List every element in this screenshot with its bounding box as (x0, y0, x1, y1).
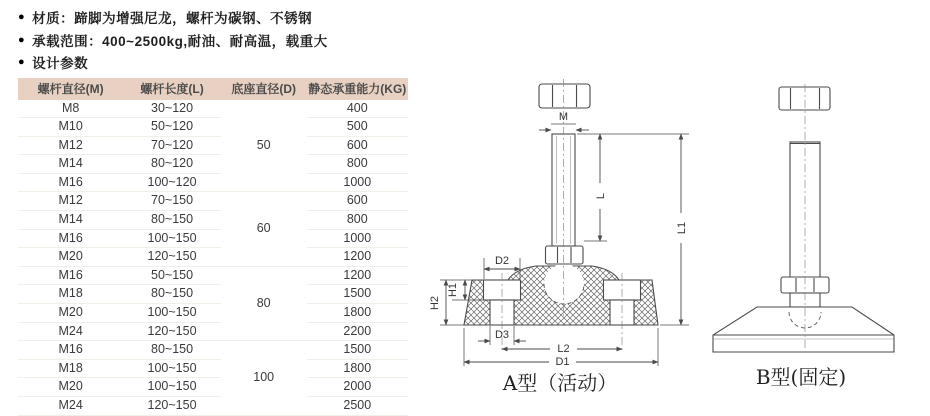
table-row (18, 155, 408, 174)
table-row (18, 322, 408, 341)
cell-screw-length: 100~150 (123, 359, 221, 378)
cell-screw-length: 50~120 (123, 118, 221, 137)
table-header-row (18, 78, 408, 100)
design-parameters-table (18, 78, 408, 416)
cell-screw-diameter: M10 (18, 118, 123, 137)
cell-screw-length: 80~150 (123, 341, 221, 360)
cell-screw-length: 80~150 (123, 285, 221, 304)
cell-screw-length: 80~150 (123, 211, 221, 230)
dim-m (539, 111, 589, 130)
spec-panel (18, 6, 410, 416)
screw-rod (790, 142, 820, 278)
table-row (18, 248, 408, 267)
hex-head (779, 87, 830, 110)
type-b-caption: B型(固定) (755, 365, 847, 389)
bullet-icon: ● (18, 11, 26, 24)
cell-screw-diameter: M12 (18, 136, 123, 155)
cell-screw-diameter: M14 (18, 211, 123, 230)
header-base-diameter: 底座直径(D) (221, 78, 307, 100)
cell-screw-length: 100~150 (123, 378, 221, 397)
cell-capacity: 1000 (307, 229, 408, 248)
cell-screw-diameter: M24 (18, 322, 123, 341)
material-text: 材质：蹄脚为增强尼龙，螺杆为碳钢、不锈钢 (32, 11, 313, 27)
cell-capacity: 600 (307, 192, 408, 211)
cell-screw-length: 50~150 (123, 266, 221, 285)
cell-screw-diameter: M12 (18, 192, 123, 211)
cell-capacity: 2500 (307, 397, 408, 416)
dim-l (577, 134, 689, 241)
hex-nut (546, 246, 584, 264)
cell-screw-diameter: M16 (18, 229, 123, 248)
cell-screw-length: 100~120 (123, 173, 221, 192)
type-a-caption: A型（活动） (502, 371, 618, 395)
bullet-icon: ● (18, 56, 26, 69)
cell-capacity: 1800 (307, 359, 408, 378)
table-row (18, 304, 408, 323)
dim-l1 (660, 134, 689, 325)
cell-capacity: 1200 (307, 266, 408, 285)
bullet-icon: ● (18, 33, 26, 46)
table-row (18, 100, 408, 118)
table-row (18, 359, 408, 378)
table-row (18, 266, 408, 285)
cell-screw-length: 70~120 (123, 136, 221, 155)
cell-screw-diameter: M16 (18, 341, 123, 360)
table-row (18, 378, 408, 397)
design-params-title: 设计参数 (32, 56, 89, 72)
table-row (18, 192, 408, 211)
svg-text:D3: D3 (494, 329, 510, 341)
cell-capacity: 1500 (307, 285, 408, 304)
cell-capacity: 1000 (307, 173, 408, 192)
header-screw-diameter: 螺杆直径(M) (18, 78, 123, 100)
svg-text:M: M (558, 111, 569, 123)
cell-screw-length: 30~120 (123, 100, 221, 118)
cell-screw-length: 100~150 (123, 229, 221, 248)
cell-screw-diameter: M8 (18, 100, 123, 118)
cell-base-diameter: 80 (221, 266, 307, 340)
cell-capacity: 1200 (307, 248, 408, 267)
bullet-design-params (18, 51, 410, 74)
cell-screw-diameter: M24 (18, 397, 123, 416)
type-b-diagram (700, 80, 912, 392)
svg-text:D1: D1 (555, 356, 570, 368)
cell-screw-diameter: M20 (18, 304, 123, 323)
cell-capacity: 500 (307, 118, 408, 137)
hex-head (539, 84, 590, 108)
svg-text:H1: H1 (447, 282, 459, 298)
table-row (18, 173, 408, 192)
type-a-diagram (428, 74, 696, 396)
design-table-body (18, 100, 408, 416)
cell-capacity: 2200 (307, 322, 408, 341)
cell-capacity: 1800 (307, 304, 408, 323)
cell-screw-diameter: M20 (18, 378, 123, 397)
cell-screw-diameter: M18 (18, 359, 123, 378)
table-row (18, 118, 408, 137)
table-row (18, 211, 408, 230)
cell-screw-length: 100~150 (123, 304, 221, 323)
cell-screw-diameter: M16 (18, 266, 123, 285)
cell-screw-diameter: M18 (18, 285, 123, 304)
cell-screw-diameter: M20 (18, 248, 123, 267)
header-static-capacity: 静态承重能力(KG) (307, 78, 408, 100)
svg-text:L1: L1 (676, 221, 688, 235)
cell-capacity: 1500 (307, 341, 408, 360)
cell-base-diameter: 100 (221, 341, 307, 415)
table-row (18, 136, 408, 155)
load-range-text: 承载范围：400~2500kg,耐油、耐高温，载重大 (32, 33, 328, 49)
cell-screw-length: 120~150 (123, 397, 221, 416)
dim-l2 (502, 342, 622, 355)
foot-base (713, 307, 894, 352)
cell-capacity: 600 (307, 136, 408, 155)
table-row (18, 285, 408, 304)
bullet-load-range (18, 29, 410, 52)
table-row (18, 229, 408, 248)
header-screw-length: 螺杆长度(L) (123, 78, 221, 100)
cell-base-diameter: 60 (221, 192, 307, 266)
svg-text:L2: L2 (557, 343, 570, 355)
cell-capacity: 800 (307, 211, 408, 230)
svg-text:L: L (595, 192, 607, 200)
cell-capacity: 400 (307, 100, 408, 118)
cell-screw-length: 70~150 (123, 192, 221, 211)
cell-screw-length: 120~150 (123, 322, 221, 341)
cell-capacity: 2000 (307, 378, 408, 397)
svg-text:D2: D2 (494, 255, 510, 267)
cell-base-diameter: 50 (221, 100, 307, 192)
cell-screw-length: 120~150 (123, 248, 221, 267)
cell-screw-diameter: M14 (18, 155, 123, 174)
table-row (18, 341, 408, 360)
cell-screw-diameter: M16 (18, 173, 123, 192)
svg-text:H2: H2 (429, 295, 441, 311)
bullet-material (18, 6, 410, 29)
cell-screw-length: 80~120 (123, 155, 221, 174)
cell-capacity: 800 (307, 155, 408, 174)
table-row (18, 397, 408, 416)
